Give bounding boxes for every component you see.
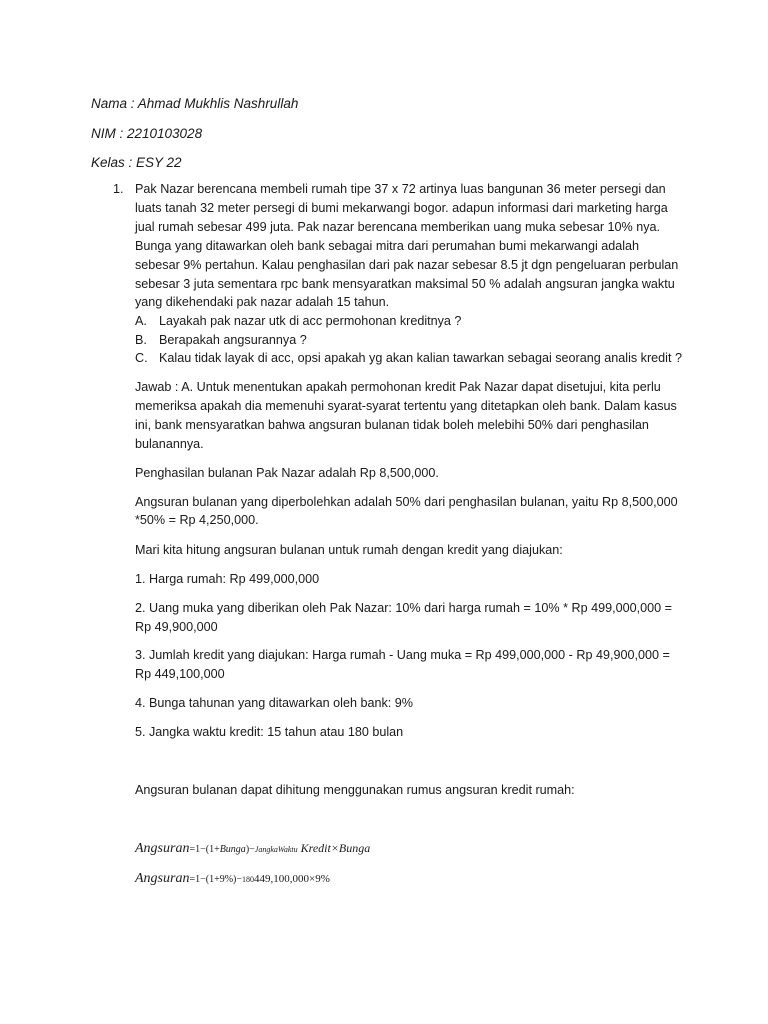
option-text: Kalau tidak layak di acc, opsi apakah yg akan kalian tawarkan sebagai seorang analis kredit ? (159, 351, 682, 365)
step-term: 5. Jangka waktu kredit: 15 tahun atau 180 bulan (135, 725, 404, 739)
answer-line: memeriksa apakah dia memenuhi syarat-syarat tertentu yang ditetapkan oleh bank. Dalam kasus (135, 399, 677, 413)
step-interest: 4. Bunga tahunan yang ditawarkan oleh bank: 9% (135, 696, 413, 710)
answer-line: 3. Jumlah kredit yang diajukan: Harga rumah - Uang muka = Rp 499,000,000 - Rp 49,900,000 = (135, 648, 670, 662)
step-house-price: 1. Harga rumah: Rp 499,000,000 (135, 572, 320, 586)
option-label: C. (135, 351, 148, 365)
formula-eq: =1−(1+ (189, 844, 220, 855)
question-line: Pak Nazar berencana membeli rumah tipe 37 x 72 artinya luas bangunan 36 meter persegi dan (135, 182, 666, 196)
question-line: sebesar 3 juta sementara rpc bank mensyaratkan maksimal 50 % adalah angsuran jangka waktu (135, 277, 675, 291)
formula-close: )− (245, 844, 255, 855)
income-statement: Penghasilan bulanan Pak Nazar adalah Rp 8,500,000. (135, 466, 439, 480)
formula-numerator: Kredit×Bunga (297, 841, 371, 855)
answer-line: *50% = Rp 4,250,000. (135, 513, 259, 527)
option-text: Berapakah angsurannya ? (159, 333, 307, 347)
answer-line: 2. Uang muka yang diberikan oleh Pak Nazar: 10% dari harga rumah = 10% * Rp 499,000,000 = (135, 601, 672, 615)
option-text: Layakah pak nazar utk di acc permohonan kreditnya ? (159, 314, 462, 328)
answer-line: bulanannya. (135, 437, 204, 451)
formula-lhs: Angsuran (135, 871, 190, 886)
installment-formula (135, 839, 370, 859)
formula-lhs: Angsuran (135, 841, 190, 856)
calc-intro: Mari kita hitung angsuran bulanan untuk rumah dengan kredit yang diajukan: (135, 543, 563, 557)
answer-line: Angsuran bulanan yang diperbolehkan adalah 50% dari penghasilan bulanan, yaitu Rp 8,500,000 (135, 495, 678, 509)
answer-line: Rp 49,900,000 (135, 620, 218, 634)
student-class: Kelas : ESY 22 (91, 155, 182, 170)
answer-line: ini, bank mensyaratkan bahwa angsuran bulanan tidak boleh melebihi 50% dari penghasilan (135, 418, 649, 432)
question-line: jual rumah sebesar 499 juta. Pak nazar berencana memberikan uang muka sebesar 10% nya. (135, 220, 661, 234)
formula-intro: Angsuran bulanan dapat dihitung menggunakan rumus angsuran kredit rumah: (135, 783, 575, 797)
formula-exponent: JangkaWaktu (254, 845, 298, 854)
installment-formula-substituted (135, 869, 330, 889)
formula-exponent: 180 (242, 875, 255, 884)
formula-numerator: 449,100,000×9% (254, 873, 330, 885)
question-line: luats tanah 32 meter persegi di bumi mekarwangi bogor. adapun informasi dari marketing harga (135, 201, 668, 215)
formula-bunga: Bunga (219, 844, 246, 855)
question-line: Bunga yang ditawarkan oleh bank sebagai mitra dari perumahan bumi mekarwangi adalah (135, 239, 640, 253)
student-name: Nama : Ahmad Mukhlis Nashrullah (91, 96, 299, 111)
question-line: sebesar 9% pertahun. Kalau penghasilan dari pak nazar sebesar 8.5 jt dgn pengeluaran perbulan (135, 258, 679, 272)
answer-line: Jawab : A. Untuk menentukan apakah permohonan kredit Pak Nazar dapat disetujui, kita perlu (135, 380, 661, 394)
option-label: B. (135, 333, 147, 347)
student-nim: NIM : 2210103028 (91, 126, 203, 141)
answer-line: Rp 449,100,000 (135, 667, 225, 681)
question-line: yang dikehendaki pak nazar adalah 15 tahun. (135, 295, 390, 309)
question-number: 1. (113, 182, 124, 196)
option-label: A. (135, 314, 147, 328)
formula-eq: =1−(1+9%)− (189, 874, 243, 885)
